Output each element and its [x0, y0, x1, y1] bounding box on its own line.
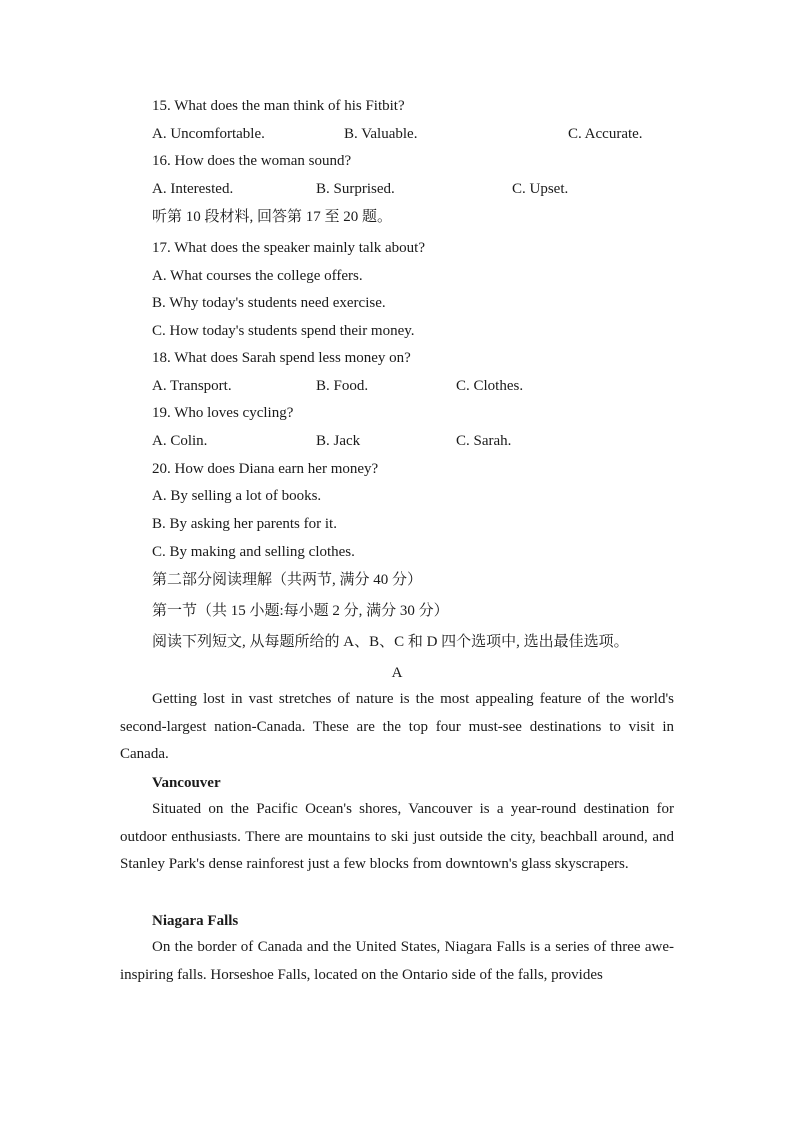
- q20-option-a: A. By selling a lot of books.: [152, 488, 322, 504]
- q19-option-a: A. Colin.: [152, 433, 208, 449]
- q16-option-c: C. Upset.: [512, 181, 569, 197]
- niagara-paragraph: [120, 934, 674, 989]
- q16-option-b: B. Surprised.: [316, 181, 395, 197]
- q17-option-c: C. How today's students spend their money.: [152, 323, 415, 339]
- q20-option-b: B. By asking her parents for it.: [152, 516, 337, 532]
- q16-option-a: A. Interested.: [152, 181, 234, 197]
- q19-option-b: B. Jack: [316, 433, 361, 449]
- passage-intro-text: Getting lost in vast stretches of nature is the most appealing feature of the world's second-largest nation-Canada. These are the top four must-see destinations to visit in Canada.: [120, 691, 674, 762]
- q18-option-b: B. Food.: [316, 378, 369, 394]
- q19-option-c: C. Sarah.: [456, 433, 512, 449]
- question-19: 19. Who loves cycling?: [152, 405, 294, 421]
- section1-heading: 第一节（共 15 小题:每小题 2 分, 满分 30 分）: [152, 603, 449, 619]
- q20-option-c: C. By making and selling clothes.: [152, 544, 355, 560]
- q18-option-a: A. Transport.: [152, 378, 232, 394]
- q17-option-a: A. What courses the college offers.: [152, 268, 363, 284]
- q18-option-c: C. Clothes.: [456, 378, 524, 394]
- part2-heading: 第二部分阅读理解（共两节, 满分 40 分）: [152, 572, 423, 588]
- question-15: 15. What does the man think of his Fitbit?: [152, 98, 405, 114]
- passage-label: A: [391, 665, 403, 681]
- niagara-title: Niagara Falls: [152, 913, 239, 929]
- reading-instruction: 阅读下列短文, 从每题所给的 A、B、C 和 D 四个选项中, 选出最佳选项。: [152, 634, 629, 650]
- q15-option-b: B. Valuable.: [344, 126, 418, 142]
- vancouver-text: Situated on the Pacific Ocean's shores, Vancouver is a year-round destination for outdoor enthusiasts. There are mountains to ski just outside the city, beachball around, and Stanley Park's dense rainforest just a few blocks from downtown's glass skyscrapers.: [120, 801, 674, 872]
- question-20: 20. How does Diana earn her money?: [152, 461, 379, 477]
- question-16: 16. How does the woman sound?: [152, 153, 352, 169]
- vancouver-paragraph: [120, 796, 674, 879]
- listening-instruction-10: 听第 10 段材料, 回答第 17 至 20 题。: [152, 209, 393, 225]
- q17-option-b: B. Why today's students need exercise.: [152, 295, 386, 311]
- question-17: 17. What does the speaker mainly talk about?: [152, 240, 425, 256]
- vancouver-title: Vancouver: [152, 775, 221, 791]
- question-18: 18. What does Sarah spend less money on?: [152, 350, 411, 366]
- q15-option-a: A. Uncomfortable.: [152, 126, 265, 142]
- niagara-text: On the border of Canada and the United States, Niagara Falls is a series of three awe-inspiring falls. Horseshoe Falls, located on the Ontario side of the falls, provides: [120, 939, 674, 983]
- passage-intro: [120, 686, 674, 769]
- q15-option-c: C. Accurate.: [568, 126, 643, 142]
